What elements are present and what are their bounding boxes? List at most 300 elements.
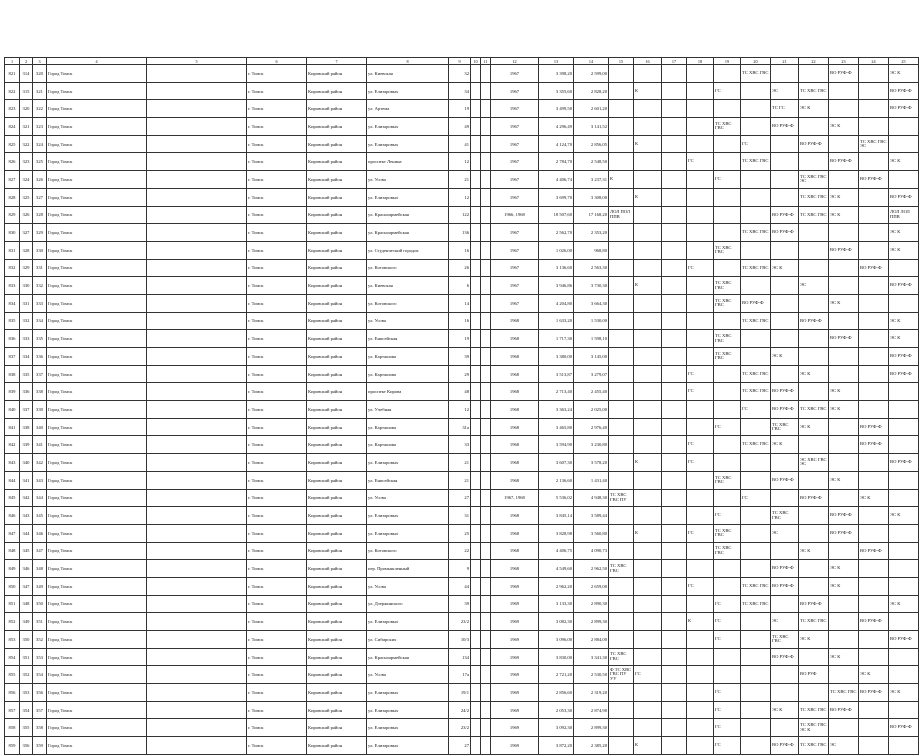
table-cell (471, 631, 481, 649)
table-cell: 830 (5, 224, 20, 242)
table-cell: ул. Красноармейская (367, 224, 449, 242)
table-cell (471, 135, 481, 153)
table-cell: ул. Киевская (367, 277, 449, 295)
table-cell (147, 454, 247, 472)
table-cell (859, 241, 889, 259)
table-cell: 31 (449, 507, 471, 525)
table-cell: г. Томск (247, 118, 307, 136)
table-row (5, 489, 919, 507)
table-cell: ТС ХВС ГВС ЭС К (799, 719, 829, 737)
table-cell (687, 560, 714, 578)
table-cell: 349 (20, 613, 33, 631)
table-row (5, 471, 919, 489)
table-row (5, 737, 919, 755)
table-cell: г. Томск (247, 312, 307, 330)
table-cell: 1969 (491, 666, 539, 684)
table-cell (799, 348, 829, 366)
table-cell: 2 319,20 (574, 684, 609, 702)
table-cell (147, 489, 247, 507)
table-cell (741, 507, 771, 525)
table-cell: ТС ХВС ГВС (714, 118, 741, 136)
table-cell: 836 (5, 330, 20, 348)
column-number-18: 18 (687, 58, 714, 65)
table-cell: 858 (5, 719, 20, 737)
table-cell: 1967 (491, 259, 539, 277)
table-cell (662, 330, 687, 348)
table-cell: 338 (33, 383, 47, 401)
table-cell: пер. Промышленный (367, 560, 449, 578)
table-cell (771, 171, 799, 189)
table-row (5, 648, 919, 666)
table-cell (829, 542, 859, 560)
table-cell (471, 171, 481, 189)
table-cell: 3 699,70 (539, 188, 574, 206)
table-cell: 1968 (491, 383, 539, 401)
table-cell (662, 507, 687, 525)
table-cell (481, 330, 491, 348)
column-number-15: 15 (609, 58, 634, 65)
table-cell: Город Томск (47, 118, 147, 136)
table-cell: Город Томск (47, 153, 147, 171)
table-cell: К (634, 277, 662, 295)
table-cell: ТС ХВС ГВС (799, 613, 829, 631)
table-cell: Ф ТС ХВС ГВС ПУ УУ (609, 666, 634, 684)
table-row (5, 118, 919, 136)
table-cell (609, 401, 634, 419)
table-cell: ГС (714, 719, 741, 737)
table-cell: Город Томск (47, 436, 147, 454)
table-cell (471, 118, 481, 136)
table-cell: ГС (714, 684, 741, 702)
table-cell: г. Томск (247, 701, 307, 719)
table-cell: 842 (5, 436, 20, 454)
table-cell: ул. Карташова (367, 418, 449, 436)
table-cell: Город Томск (47, 383, 147, 401)
table-cell (471, 595, 481, 613)
table-cell (662, 65, 687, 83)
table-cell: 350 (20, 631, 33, 649)
table-cell: 4 204,80 (539, 294, 574, 312)
table-cell: Кировский район (307, 330, 367, 348)
table-cell: г. Томск (247, 330, 307, 348)
table-cell: 856 (5, 684, 20, 702)
table-cell: 327 (20, 224, 33, 242)
table-cell (714, 224, 741, 242)
table-cell (662, 277, 687, 295)
table-cell (771, 684, 799, 702)
table-cell: 320 (20, 100, 33, 118)
table-cell: ВО РУФ-Ф (889, 365, 919, 383)
table-cell: 355 (20, 719, 33, 737)
table-cell: ТС ХВС ГВС (771, 418, 799, 436)
table-cell: г. Томск (247, 648, 307, 666)
table-cell: ул. Красноармейская (367, 206, 449, 224)
table-cell (471, 277, 481, 295)
table-cell (662, 701, 687, 719)
table-cell: Кировский район (307, 471, 367, 489)
table-cell: 3 872,20 (539, 737, 574, 755)
table-cell: Кировский район (307, 489, 367, 507)
table-cell (662, 542, 687, 560)
table-cell (799, 577, 829, 595)
table-row (5, 241, 919, 259)
table-cell: ТС ХВС ГВС (714, 524, 741, 542)
table-cell (687, 542, 714, 560)
table-cell (662, 100, 687, 118)
table-cell (609, 365, 634, 383)
table-cell: 1 717,30 (539, 330, 574, 348)
table-cell: Город Томск (47, 454, 147, 472)
table-cell: 3 141,52 (574, 118, 609, 136)
table-cell: 1968 (491, 312, 539, 330)
table-cell (481, 577, 491, 595)
table-cell (859, 188, 889, 206)
table-cell (662, 348, 687, 366)
table-row (5, 560, 919, 578)
table-cell: 2 784,70 (539, 153, 574, 171)
table-cell (662, 648, 687, 666)
table-cell: ул. Усова (367, 666, 449, 684)
table-cell: 1968 (491, 330, 539, 348)
table-cell (609, 507, 634, 525)
table-cell (859, 454, 889, 472)
table-cell: ВО РУФ-Ф (859, 418, 889, 436)
table-cell (662, 436, 687, 454)
table-cell: Кировский район (307, 436, 367, 454)
table-cell: 330 (20, 277, 33, 295)
table-cell (481, 471, 491, 489)
table-cell (147, 383, 247, 401)
table-cell (471, 489, 481, 507)
table-cell: ВО РУФ-Ф (859, 542, 889, 560)
table-cell: 2 874,90 (574, 701, 609, 719)
table-cell (714, 648, 741, 666)
table-cell (687, 489, 714, 507)
table-cell: 4 090,73 (574, 542, 609, 560)
table-cell (481, 524, 491, 542)
table-cell: 329 (20, 259, 33, 277)
table-cell (687, 277, 714, 295)
table-cell (147, 471, 247, 489)
table-cell (771, 542, 799, 560)
table-cell (859, 100, 889, 118)
table-cell (687, 65, 714, 83)
table-cell: 823 (5, 100, 20, 118)
table-cell: 1967 (491, 241, 539, 259)
table-cell (471, 312, 481, 330)
table-cell: ЭС К (799, 418, 829, 436)
table-cell (471, 471, 481, 489)
table-cell: ТС ХВС ГВС (741, 153, 771, 171)
table-cell: 19/1 (449, 684, 471, 702)
table-row (5, 631, 919, 649)
table-cell (609, 436, 634, 454)
table-cell: 27 (449, 737, 471, 755)
table-cell (471, 436, 481, 454)
table-cell (741, 648, 771, 666)
table-cell: 5 536,02 (539, 489, 574, 507)
table-cell (889, 489, 919, 507)
table-cell: 2 563,30 (574, 259, 609, 277)
table-cell (609, 153, 634, 171)
table-cell: Город Томск (47, 471, 147, 489)
table-cell: 825 (5, 135, 20, 153)
table-cell (481, 241, 491, 259)
table-cell (471, 153, 481, 171)
table-cell (147, 153, 247, 171)
table-cell (662, 471, 687, 489)
table-cell (889, 171, 919, 189)
table-cell: 840 (5, 401, 20, 419)
table-cell (687, 595, 714, 613)
table-cell: 346 (20, 560, 33, 578)
table-cell: ВО РУФ-Ф (829, 65, 859, 83)
table-cell: ВО РУФ-Ф (829, 241, 859, 259)
table-cell: г. Томск (247, 542, 307, 560)
table-cell: 323 (33, 118, 47, 136)
table-cell: 342 (20, 489, 33, 507)
table-cell (471, 454, 481, 472)
table-cell: 354 (20, 701, 33, 719)
table-cell (741, 524, 771, 542)
table-cell (859, 312, 889, 330)
table-cell: 353 (20, 684, 33, 702)
table-cell: 136 (449, 224, 471, 242)
table-cell: ул. Енисейская (367, 330, 449, 348)
table-cell: 39 (449, 348, 471, 366)
table-row (5, 224, 919, 242)
table-cell: 3 560,80 (574, 524, 609, 542)
table-cell: ЭС К (771, 436, 799, 454)
table-cell: проспект Ленина (367, 153, 449, 171)
table-cell (859, 524, 889, 542)
table-cell: 831 (5, 241, 20, 259)
table-cell (481, 188, 491, 206)
table-cell: 336 (20, 383, 33, 401)
table-cell: 345 (20, 542, 33, 560)
table-cell: 3 096,00 (539, 631, 574, 649)
table-cell: 48 (449, 383, 471, 401)
table-cell: 2 721,20 (539, 666, 574, 684)
housing-register-table (4, 57, 919, 755)
table-cell: Кировский район (307, 365, 367, 383)
table-cell: 333 (33, 294, 47, 312)
table-cell (471, 648, 481, 666)
column-number-5: 5 (147, 58, 247, 65)
table-cell: 348 (20, 595, 33, 613)
table-cell: 326 (33, 171, 47, 189)
table-cell: ул. Усова (367, 489, 449, 507)
table-cell: 1969 (491, 719, 539, 737)
table-cell (687, 701, 714, 719)
table-cell (609, 188, 634, 206)
table-cell (634, 348, 662, 366)
table-cell: 344 (33, 489, 47, 507)
table-cell: 841 (5, 418, 20, 436)
table-cell: ВО РУФ-Ф (889, 188, 919, 206)
table-cell: ВО РУФ-Ф (771, 401, 799, 419)
table-cell: ВО РУФ-Ф (889, 631, 919, 649)
table-cell: 315 (20, 82, 33, 100)
table-cell (859, 65, 889, 83)
table-cell (687, 188, 714, 206)
table-cell: 832 (5, 259, 20, 277)
table-cell (609, 595, 634, 613)
table-cell: ул. Елизаровых (367, 684, 449, 702)
table-cell: 1969 (491, 684, 539, 702)
table-cell: Город Томск (47, 188, 147, 206)
table-cell: ГС (687, 383, 714, 401)
table-cell: 322 (20, 135, 33, 153)
table-cell: Город Томск (47, 613, 147, 631)
table-cell: г. Томск (247, 613, 307, 631)
column-number-22: 22 (799, 58, 829, 65)
table-cell: ВО РУФ-Ф (771, 577, 799, 595)
table-row (5, 666, 919, 684)
table-cell: 49 (449, 118, 471, 136)
table-cell: ГС (741, 135, 771, 153)
table-cell: ВО РУФ-Ф (859, 684, 889, 702)
register-sheet (4, 57, 919, 755)
table-cell: 2 136,60 (539, 471, 574, 489)
table-cell: 2 601,20 (574, 100, 609, 118)
table-cell: 321 (20, 118, 33, 136)
table-cell (609, 348, 634, 366)
table-cell (687, 719, 714, 737)
table-cell: ГС (687, 577, 714, 595)
table-row (5, 595, 919, 613)
table-cell (799, 224, 829, 242)
table-row (5, 454, 919, 472)
table-cell: ТС ХВС ГВС (714, 348, 741, 366)
table-cell: ЭС К (799, 365, 829, 383)
table-cell (609, 524, 634, 542)
table-cell: 1968 (491, 365, 539, 383)
table-cell: 3 279,07 (574, 365, 609, 383)
table-cell: ВО РУФ-Ф (829, 330, 859, 348)
table-cell: ТС ХВС ГВС (741, 259, 771, 277)
table-cell (481, 294, 491, 312)
table-cell: 839 (5, 383, 20, 401)
table-cell: г. Томск (247, 383, 307, 401)
table-cell: Кировский район (307, 648, 367, 666)
table-cell (662, 737, 687, 755)
table-cell: 3 664,30 (574, 294, 609, 312)
table-cell (741, 613, 771, 631)
table-cell: 325 (33, 153, 47, 171)
table-cell (471, 188, 481, 206)
table-cell (147, 507, 247, 525)
table-cell (771, 135, 799, 153)
table-cell (799, 330, 829, 348)
table-cell (471, 577, 481, 595)
table-cell (889, 418, 919, 436)
table-cell: Город Томск (47, 666, 147, 684)
table-cell (662, 118, 687, 136)
table-cell (609, 259, 634, 277)
table-cell (481, 206, 491, 224)
table-cell: г. Томск (247, 560, 307, 578)
table-cell: ул. Елизаровых (367, 454, 449, 472)
table-cell: ВО РУФ-Ф (889, 100, 919, 118)
table-cell (714, 577, 741, 595)
table-cell: г. Томск (247, 224, 307, 242)
table-cell: Город Томск (47, 684, 147, 702)
table-cell: ТС ХВС ГВС (799, 82, 829, 100)
table-cell (481, 507, 491, 525)
table-cell (829, 100, 859, 118)
table-cell: ВО РУФ-Ф (829, 701, 859, 719)
table-cell: 847 (5, 524, 20, 542)
table-cell: ВО РУФ-Ф (859, 613, 889, 631)
table-cell (609, 684, 634, 702)
table-cell: Кировский район (307, 171, 367, 189)
table-cell (741, 454, 771, 472)
table-cell: Кировский район (307, 135, 367, 153)
table-cell (771, 454, 799, 472)
table-cell: 333 (20, 330, 33, 348)
table-cell (471, 82, 481, 100)
table-cell (471, 365, 481, 383)
table-row (5, 613, 919, 631)
table-cell: 332 (20, 312, 33, 330)
table-cell: 347 (33, 542, 47, 560)
table-cell: 1 026,00 (539, 241, 574, 259)
table-cell (481, 348, 491, 366)
table-cell: ЭС К (889, 595, 919, 613)
table-cell: 3 730,30 (574, 277, 609, 295)
table-cell (859, 701, 889, 719)
table-cell: 31а (449, 418, 471, 436)
table-cell: 335 (20, 365, 33, 383)
table-cell (609, 383, 634, 401)
table-cell (662, 418, 687, 436)
table-cell (662, 188, 687, 206)
table-cell (481, 224, 491, 242)
table-cell: 1 598,10 (574, 330, 609, 348)
table-cell (687, 224, 714, 242)
table-cell (634, 383, 662, 401)
table-cell (859, 471, 889, 489)
table-cell: ТС ХВС ГВС (741, 595, 771, 613)
table-cell (889, 471, 919, 489)
table-cell (481, 365, 491, 383)
table-cell (147, 348, 247, 366)
column-number-7: 7 (307, 58, 367, 65)
table-cell (662, 135, 687, 153)
table-cell (829, 277, 859, 295)
table-cell: 2 025,00 (574, 401, 609, 419)
table-cell: 4 549,60 (539, 560, 574, 578)
table-cell (889, 560, 919, 578)
table-cell: Город Томск (47, 631, 147, 649)
table-cell (771, 188, 799, 206)
table-cell (634, 613, 662, 631)
table-cell: Город Томск (47, 595, 147, 613)
table-cell (609, 100, 634, 118)
table-cell: ТС ХВС ГВС (714, 294, 741, 312)
table-cell (889, 666, 919, 684)
table-cell (687, 312, 714, 330)
table-cell: ВО РУФ-Ф (889, 348, 919, 366)
table-cell: ЭС К (889, 241, 919, 259)
table-cell (471, 224, 481, 242)
table-cell: 1968 (491, 542, 539, 560)
table-cell: 1967 (491, 135, 539, 153)
table-cell: ТС ХВС ГВС ПУ (609, 489, 634, 507)
table-cell (799, 560, 829, 578)
table-cell (859, 719, 889, 737)
